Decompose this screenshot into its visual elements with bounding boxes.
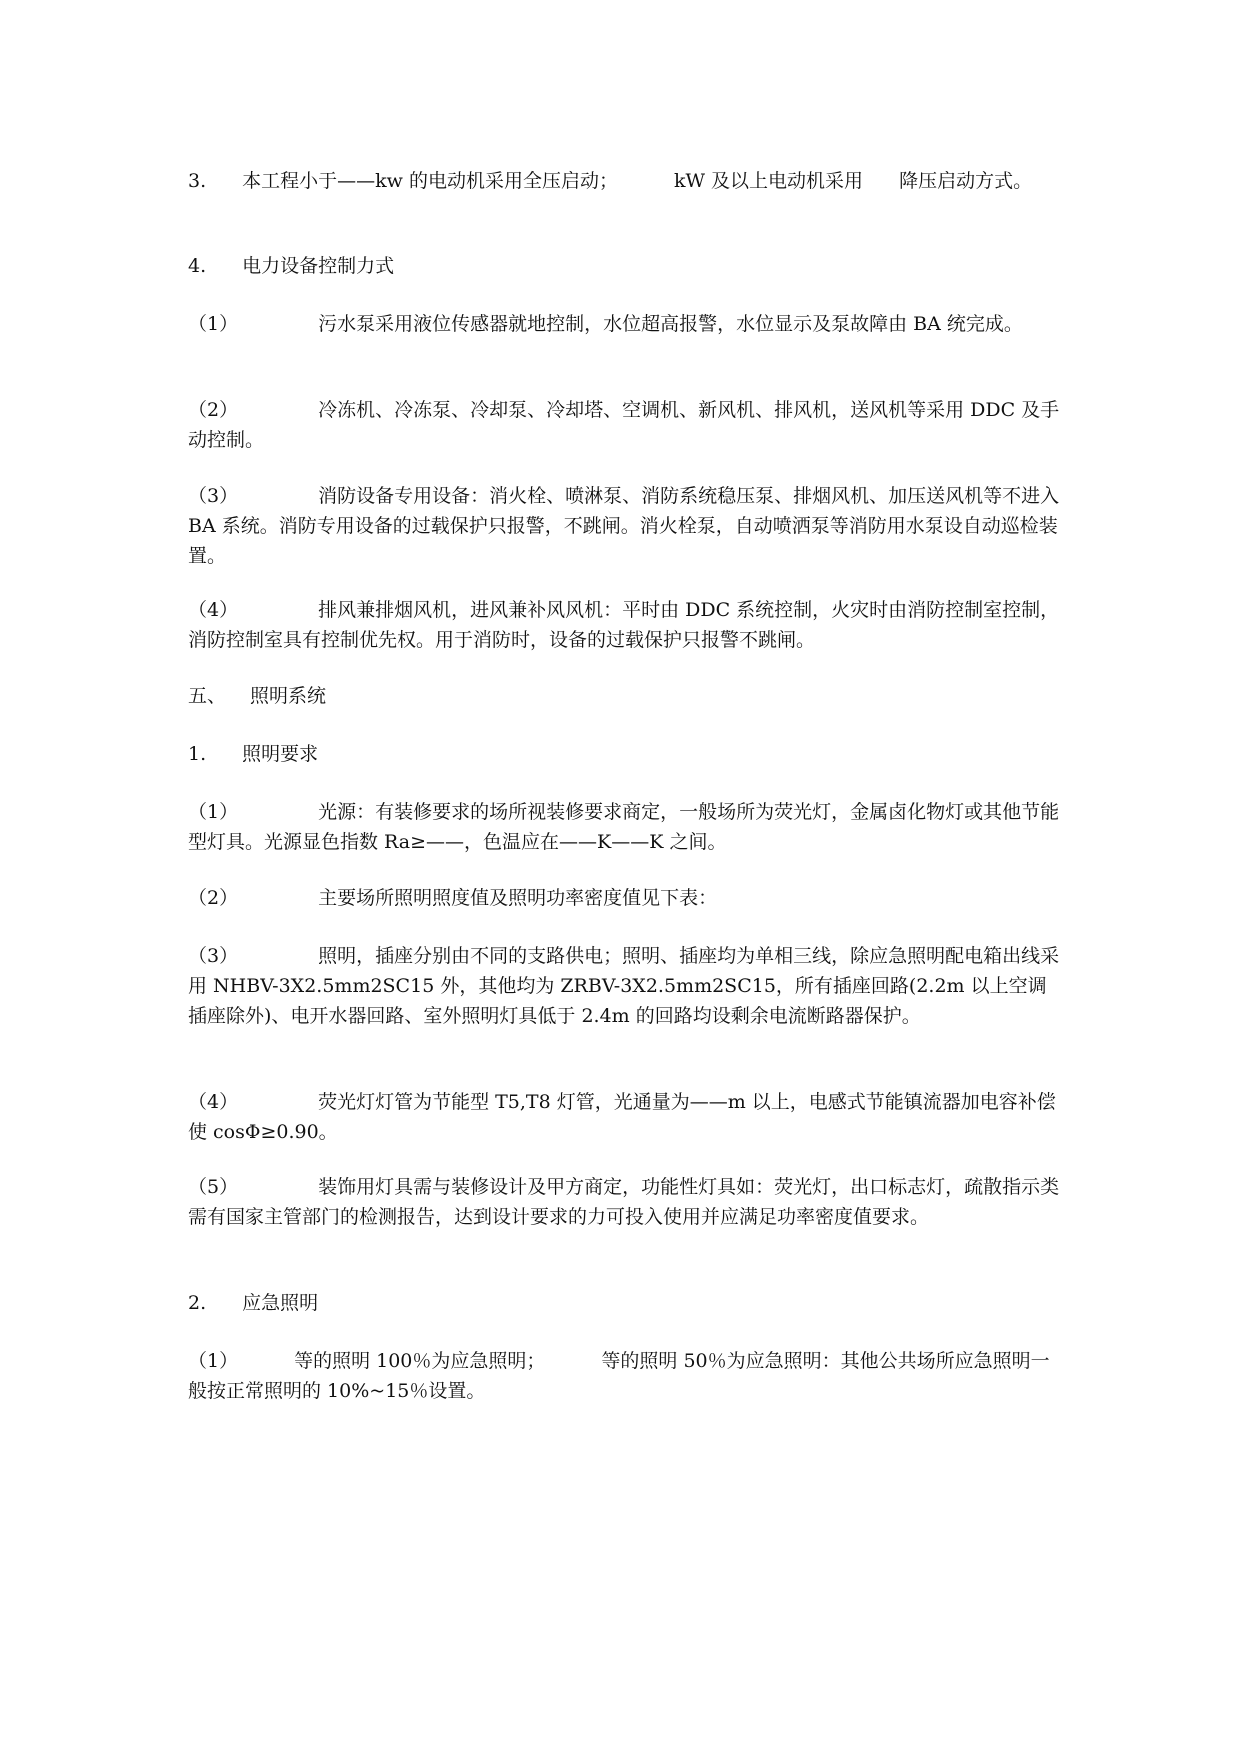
- paragraph-5-1-4: [188, 1087, 1060, 1147]
- paragraph-number: （4）: [188, 599, 239, 621]
- section-5-heading: [188, 681, 1060, 711]
- paragraph-text: 照明要求: [242, 743, 319, 765]
- paragraph-number: 2.: [188, 1292, 207, 1314]
- paragraph-5-1-1: [188, 797, 1060, 857]
- paragraph-5-1-3: [188, 941, 1060, 1031]
- paragraph-number: （1）: [188, 313, 239, 335]
- paragraph-text: 主要场所照明照度值及照明功率密度值见下表：: [318, 887, 718, 909]
- paragraph-text: 照明，插座分别由不同的支路供电；照明、插座均为单相三线，除应急照明配电箱出线采用 NHBV-3X2.5mm2SC15 外，其他均为 ZRBV-3X2.5mm2SC15，所有插座回路(2.2m 以上空调插座除外)、电开水器回路、室外照明灯具低于 2.4m 的回路均设剩余电流断路器保护。: [188, 945, 1060, 1027]
- paragraph-4-3: [188, 481, 1060, 571]
- paragraph-5-2-1: [188, 1346, 1060, 1406]
- paragraph-text: 照明系统: [250, 685, 327, 707]
- paragraph-4-1: [188, 309, 1060, 339]
- paragraph-text-3: 降压启动方式。: [899, 170, 1033, 192]
- section-5-2-heading: [188, 1288, 1060, 1318]
- paragraph-5-1-2: [188, 883, 1060, 913]
- paragraph-text: 等的照明 100％为应急照明；: [294, 1350, 546, 1372]
- paragraph-4: [188, 251, 1060, 281]
- paragraph-number: （5）: [188, 1176, 239, 1198]
- paragraph-number: 4.: [188, 255, 207, 277]
- paragraph-text: 本工程小于——kw 的电动机采用全压启动；: [242, 170, 618, 192]
- paragraph-text: 污水泵采用液位传感器就地控制，水位超高报警，水位显示及泵故障由 BA 统完成。: [318, 313, 1023, 335]
- paragraph-number: （2）: [188, 887, 239, 909]
- paragraph-number: 五、: [188, 685, 227, 707]
- section-5-1-heading: [188, 739, 1060, 769]
- paragraph-text: 排风兼排烟风机，进风兼补风风机：平时由 DDC 系统控制，火灾时由消防控制室控制，消防控制室具有控制优先权。用于消防时，设备的过载保护只报警不跳闸。: [188, 599, 1060, 651]
- paragraph-text: 光源：有装修要求的场所视装修要求商定，一般场所为荧光灯，金属卤化物灯或其他节能型灯具。光源显色指数 Ra≥——，色温应在——K——K 之间。: [188, 801, 1060, 853]
- paragraph-number: （3）: [188, 945, 239, 967]
- paragraph-text: 荧光灯灯管为节能型 T5,T8 灯管，光通量为——m 以上，电感式节能镇流器加电容补偿使 cosΦ≥0.90。: [188, 1091, 1056, 1143]
- paragraph-number: 1.: [188, 743, 207, 765]
- paragraph-text: 冷冻机、冷冻泵、冷却泵、冷却塔、空调机、新风机、排风机，送风机等采用 DDC 及手动控制。: [188, 399, 1060, 451]
- paragraph-text-2: kW 及以上电动机采用: [673, 170, 864, 192]
- paragraph-text: 消防设备专用设备：消火栓、喷淋泵、消防系统稳压泵、排烟风机、加压送风机等不进入 BA 系统。消防专用设备的过载保护只报警，不跳闸。消火栓泵，自动喷洒泵等消防用水泵设自动巡检装置。: [188, 485, 1060, 567]
- paragraph-number: 3.: [188, 170, 207, 192]
- paragraph-4-2: [188, 395, 1060, 455]
- paragraph-number: （4）: [188, 1091, 239, 1113]
- paragraph-3: [188, 166, 1060, 196]
- paragraph-text: 装饰用灯具需与装修设计及甲方商定，功能性灯具如：荧光灯，出口标志灯，疏散指示类需有国家主管部门的检测报告，达到设计要求的力可投入使用并应满足功率密度值要求。: [188, 1176, 1060, 1228]
- paragraph-number: （2）: [188, 399, 239, 421]
- paragraph-text-2: 等的照明 50％为应急照明：其他公共场所应急照明一般按正常照明的 10%~15％设置。: [188, 1350, 1050, 1402]
- paragraph-text: 电力设备控制力式: [242, 255, 395, 277]
- paragraph-number: （3）: [188, 485, 239, 507]
- paragraph-4-4: [188, 595, 1060, 655]
- paragraph-number: （1）: [188, 1350, 239, 1372]
- paragraph-text: 应急照明: [242, 1292, 319, 1314]
- paragraph-5-1-5: [188, 1172, 1060, 1232]
- paragraph-number: （1）: [188, 801, 239, 823]
